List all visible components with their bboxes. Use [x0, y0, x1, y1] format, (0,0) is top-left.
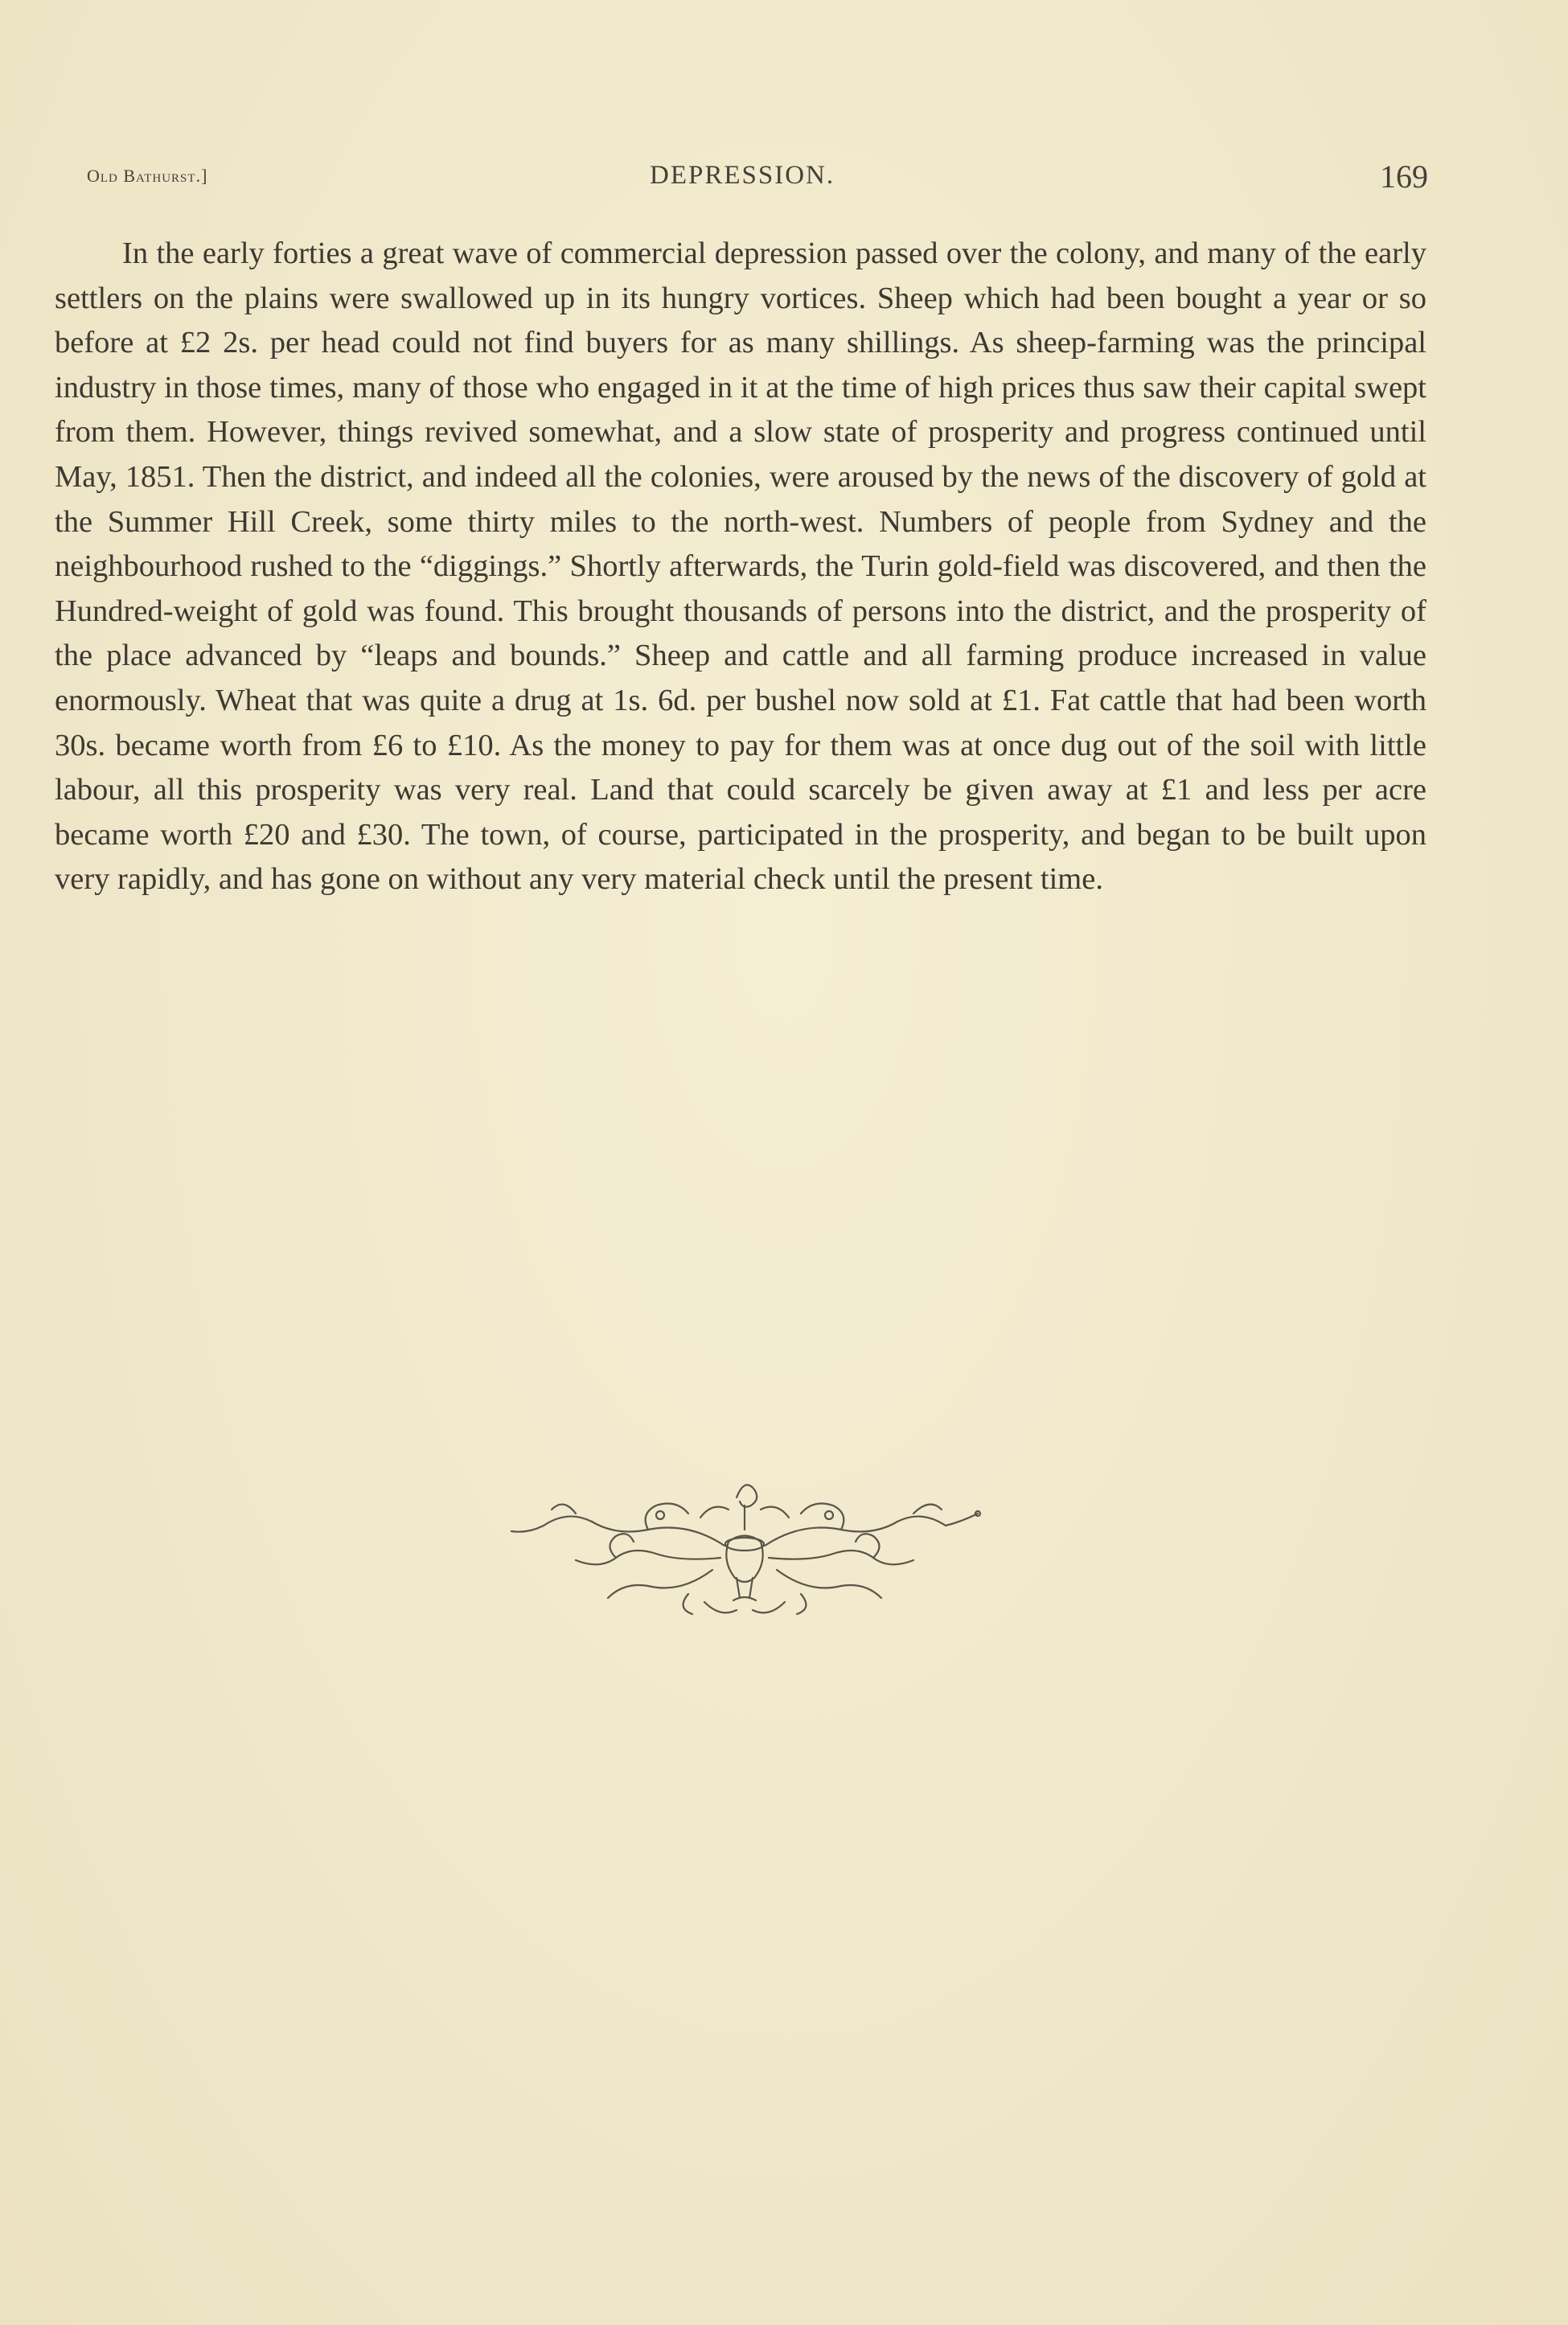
running-head-left: Old Bathurst.]: [87, 166, 208, 186]
running-head-title: DEPRESSION.: [650, 161, 835, 190]
running-head: [87, 158, 1428, 198]
decorative-tailpiece-ornament: [495, 1465, 994, 1634]
body-paragraph: In the early forties a great wave of commercial depression passed over the colony, and many of the early settlers on the plains were swallowed up in its hungry vortices. Sheep which had been bought a year or so before at £2 2s. per head could not find buyers for as many shillings. As sheep-farming was the principal industry in those times, many of those who engaged in it at the time of high prices thus saw their capital swept from them. However, things revived somewhat, and a slow state of prosperity and progress continued until May, 1851. Then the district, and indeed all the colonies, were aroused by the news of the discovery of gold at the Summer Hill Creek, some thirty miles to the north-west. Numbers of people from Sydney and the neighbourhood rushed to the “diggings.” Shortly afterwards, the Turin gold-field was discovered, and then the Hundred-weight of gold was found. This brought thousands of persons into the district, and the prosperity of the place advanced by “leaps and bounds.” Sheep and cattle and all farming produce increased in value enormously. Wheat that was quite a drug at 1s. 6d. per bushel now sold at £1. Fat cattle that had been worth 30s. became worth from £6 to £10. As the money to pay for them was at once dug out of the soil with little labour, all this prosperity was very real. Land that could scarcely be given away at £1 and less per acre became worth £20 and £30. The town, of course, participated in the prosperity, and began to be built upon very rapidly, and has gone on without any very material check until the present time.: [55, 236, 1426, 897]
page-number: 169: [1380, 158, 1428, 195]
